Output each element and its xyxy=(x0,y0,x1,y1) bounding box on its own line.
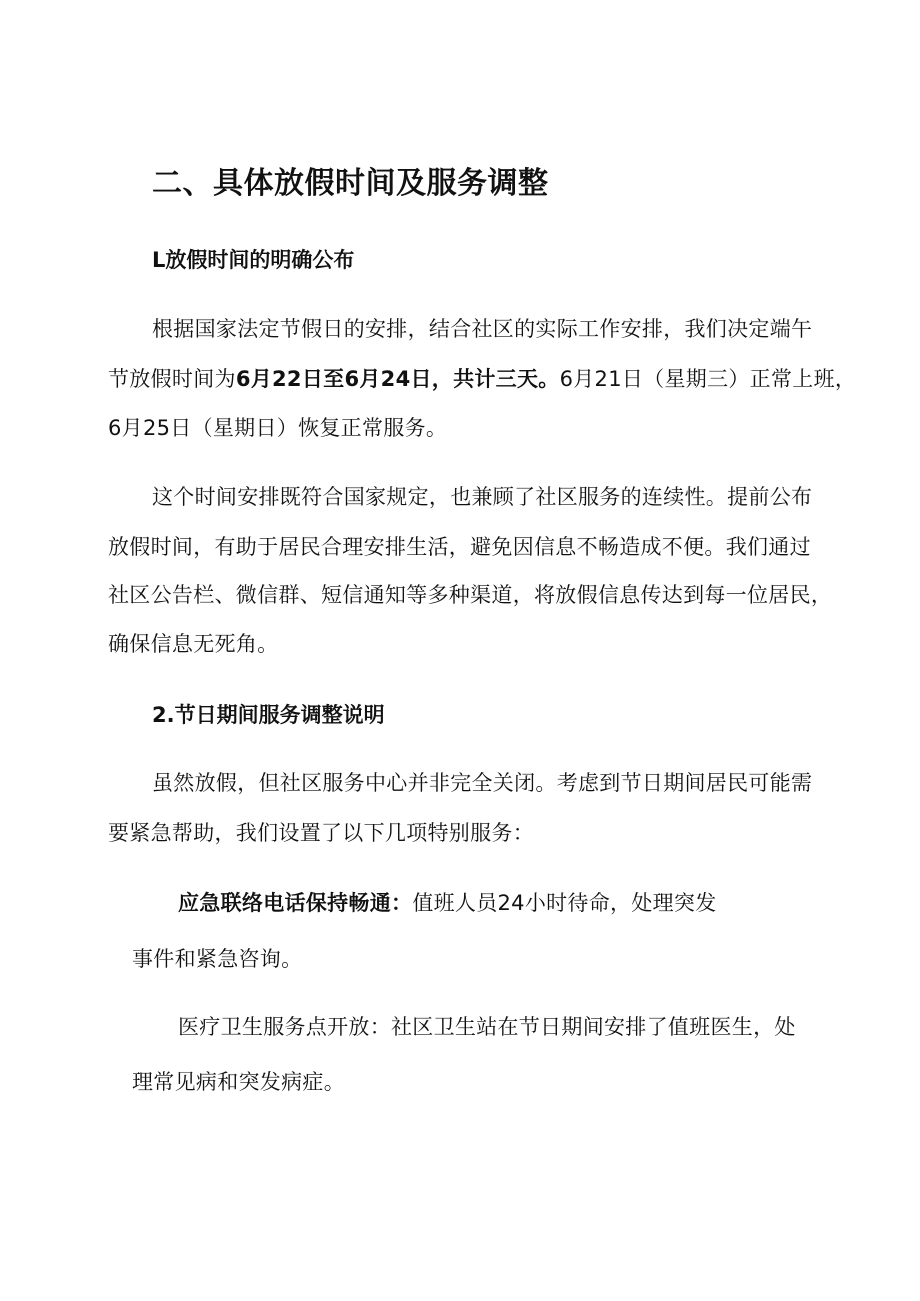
paragraph-1-line-3: 6月25日（星期日）恢复正常服务。 xyxy=(108,416,448,440)
section-title: 二、具体放假时间及服务调整 xyxy=(152,166,549,201)
paragraph-2-line-1: 这个时间安排既符合国家规定，也兼顾了社区服务的连续性。提前公布 xyxy=(152,485,813,509)
paragraph-3-line-1: 虽然放假，但社区服务中心并非完全关闭。考虑到节日期间居民可能需 xyxy=(152,771,813,795)
subsection-title-2: 2.节日期间服务调整说明 xyxy=(152,703,385,727)
paragraph-1-line-2-start: 节放假时间为 xyxy=(108,367,236,391)
paragraph-2-line-3: 社区公告栏、微信群、短信通知等多种渠道，将放假信息传达到每一位居民， xyxy=(108,583,833,607)
paragraph-1-line-2 xyxy=(108,364,856,394)
paragraph-2-line-2: 放假时间，有助于居民合理安排生活，避免因信息不畅造成不便。我们通过 xyxy=(108,535,811,559)
service-item-2-line-1: 医疗卫生服务点开放：社区卫生站在节日期间安排了值班医生，处 xyxy=(178,1015,796,1039)
paragraph-2-line-4: 确保信息无死角。 xyxy=(108,632,279,656)
paragraph-1-line-2-end: 6月21日（星期三）正常上班， xyxy=(559,367,857,391)
subsection-title-1: L放假时间的明确公布 xyxy=(152,248,355,272)
service-item-1-line-2: 事件和紧急咨询。 xyxy=(132,947,303,971)
paragraph-3-line-2: 要紧急帮助，我们设置了以下几项特别服务： xyxy=(108,821,534,845)
holiday-dates-bold: 6月22日至6月24日，共计三天。 xyxy=(235,367,560,391)
service-item-1-line-1 xyxy=(178,888,717,918)
service-item-2-line-2: 理常见病和突发病症。 xyxy=(132,1070,345,1094)
service-item-1-label: 应急联络电话保持畅通： xyxy=(178,891,413,915)
paragraph-1-line-1: 根据国家法定节假日的安排，结合社区的实际工作安排，我们决定端午 xyxy=(152,317,813,341)
service-item-1-text: 值班人员24小时待命，处理突发 xyxy=(412,891,717,915)
